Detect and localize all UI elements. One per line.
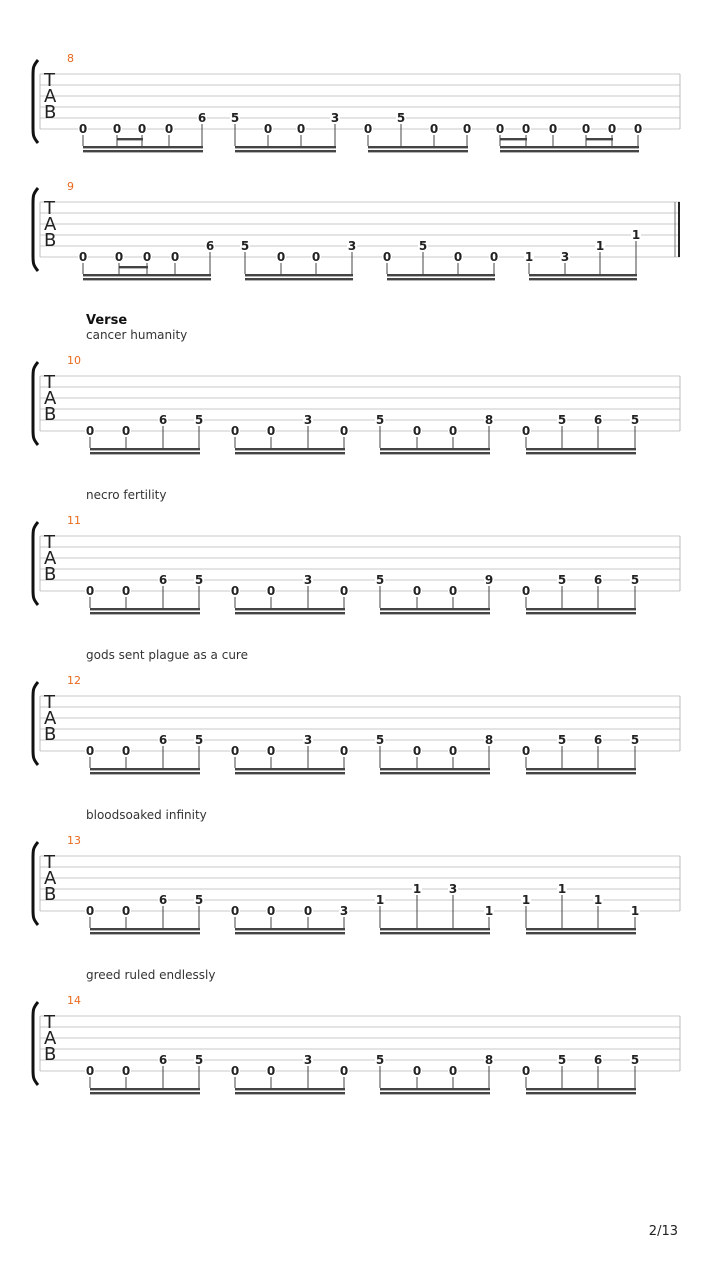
fret-number-bar-twelve-beat-3: 0: [412, 744, 422, 758]
beam-secondary: [526, 452, 636, 454]
fret-number-bar-thirteen-beat-1: 6: [158, 893, 168, 907]
beam-secondary: [90, 612, 200, 614]
beam-primary: [90, 928, 200, 930]
fret-number-bar-fourteen-beat-2: 0: [339, 1064, 349, 1078]
system-5-system-bracket: [33, 682, 38, 765]
beam-secondary: [245, 278, 353, 280]
system-5-lyric: gods sent plague as a cure: [86, 648, 248, 662]
tab-clef-letter: B: [44, 230, 57, 251]
beam-secondary: [235, 452, 345, 454]
system-1-system-bracket: [33, 60, 38, 143]
system-2-bar-number: 9: [67, 180, 74, 193]
fret-number-bar-twelve-beat-1: 6: [158, 733, 168, 747]
beam-secondary: [235, 1092, 345, 1094]
tab-clef-letter: T: [44, 70, 55, 91]
beam-primary: [245, 274, 353, 276]
tab-clef-letter: T: [44, 198, 55, 219]
beam-primary: [526, 448, 636, 450]
beam-primary: [526, 928, 636, 930]
beam-primary: [235, 608, 345, 610]
fret-number-bar-fourteen-beat-3: 0: [412, 1064, 422, 1078]
system-6-system-bracket: [33, 842, 38, 925]
tab-clef-letter: B: [44, 404, 57, 425]
fret-number-bar-ten-beat-3: 5: [375, 413, 385, 427]
system-4-system-bracket: [33, 522, 38, 605]
fret-number-bar-twelve-beat-1: 5: [194, 733, 204, 747]
fret-number-bar-fourteen-beat-3: 8: [484, 1053, 494, 1067]
fret-number-bar-eight-beat-1: 0: [78, 122, 88, 136]
beam-primary: [90, 768, 200, 770]
fret-number-bar-nine-beat-2: 5: [240, 239, 250, 253]
fret-number-bar-eleven-beat-3: 0: [448, 584, 458, 598]
beam-primary: [529, 274, 637, 276]
beam-secondary: [500, 150, 639, 152]
fret-number-bar-ten-beat-1: 0: [121, 424, 131, 438]
system-3-bar-number: 10: [67, 354, 81, 367]
fret-number-bar-eight-beat-4: 0: [521, 122, 531, 136]
fret-number-bar-eleven-beat-4: 6: [593, 573, 603, 587]
fret-number-bar-fourteen-beat-3: 5: [375, 1053, 385, 1067]
fret-number-bar-eight-beat-3: 5: [396, 111, 406, 125]
fret-number-bar-eight-beat-4: 0: [581, 122, 591, 136]
tab-clef-letter: T: [44, 852, 55, 873]
fret-number-bar-eight-beat-2: 0: [263, 122, 273, 136]
fret-number-bar-nine-beat-1: 0: [114, 250, 124, 264]
fret-number-bar-fourteen-beat-1: 5: [194, 1053, 204, 1067]
fret-number-bar-eleven-beat-1: 6: [158, 573, 168, 587]
fret-number-bar-twelve-beat-4: 5: [630, 733, 640, 747]
fret-number-bar-eleven-beat-2: 3: [303, 573, 313, 587]
beam-secondary: [526, 1092, 636, 1094]
tab-clef-letter: B: [44, 564, 57, 585]
beam-secondary: [526, 932, 636, 934]
beam-tertiary: [586, 138, 613, 140]
fret-number-bar-eight-beat-1: 0: [164, 122, 174, 136]
fret-number-bar-nine-beat-2: 0: [276, 250, 286, 264]
tab-clef-letter: A: [44, 868, 57, 889]
beam-tertiary: [500, 138, 527, 140]
beam-secondary: [380, 932, 490, 934]
tab-clef-letter: A: [44, 388, 57, 409]
fret-number-bar-eleven-beat-4: 5: [630, 573, 640, 587]
fret-number-bar-ten-beat-2: 0: [230, 424, 240, 438]
fret-number-bar-fourteen-beat-1: 0: [85, 1064, 95, 1078]
tab-clef-letter: T: [44, 1012, 55, 1033]
beam-secondary: [380, 612, 490, 614]
fret-number-bar-nine-beat-1: 0: [78, 250, 88, 264]
beam-secondary: [368, 150, 468, 152]
beam-primary: [235, 768, 345, 770]
beam-primary: [380, 608, 490, 610]
tab-clef-letter: B: [44, 102, 57, 123]
beam-secondary: [380, 452, 490, 454]
beam-primary: [387, 274, 495, 276]
fret-number-bar-twelve-beat-2: 3: [303, 733, 313, 747]
fret-number-bar-eight-beat-2: 5: [230, 111, 240, 125]
beam-secondary: [526, 612, 636, 614]
beam-primary: [90, 608, 200, 610]
system-6-bar-number: 13: [67, 834, 81, 847]
fret-number-bar-thirteen-beat-2: 0: [230, 904, 240, 918]
beam-secondary: [526, 772, 636, 774]
beam-primary: [380, 1088, 490, 1090]
system-5-bar-number: 12: [67, 674, 81, 687]
beam-secondary: [529, 278, 637, 280]
beam-primary: [235, 448, 345, 450]
page-number: 2/13: [648, 1224, 678, 1239]
beam-secondary: [90, 772, 200, 774]
tab-clef-letter: T: [44, 532, 55, 553]
fret-number-bar-nine-beat-1: 0: [170, 250, 180, 264]
fret-number-bar-eight-beat-1: 0: [112, 122, 122, 136]
fret-number-bar-eight-beat-4: 0: [495, 122, 505, 136]
fret-number-bar-thirteen-beat-4: 1: [521, 893, 531, 907]
system-4-bar-number: 11: [67, 514, 81, 527]
fret-number-bar-eleven-beat-2: 0: [339, 584, 349, 598]
fret-number-bar-eleven-beat-1: 0: [121, 584, 131, 598]
fret-number-bar-nine-beat-3: 0: [489, 250, 499, 264]
fret-number-bar-thirteen-beat-2: 0: [266, 904, 276, 918]
fret-number-bar-eleven-beat-3: 9: [484, 573, 494, 587]
beam-primary: [526, 1088, 636, 1090]
fret-number-bar-nine-beat-1: 0: [142, 250, 152, 264]
fret-number-bar-fourteen-beat-2: 0: [266, 1064, 276, 1078]
fret-number-bar-ten-beat-3: 0: [448, 424, 458, 438]
fret-number-bar-twelve-beat-4: 5: [557, 733, 567, 747]
fret-number-bar-eleven-beat-2: 0: [266, 584, 276, 598]
beam-secondary: [83, 278, 211, 280]
fret-number-bar-eight-beat-4: 0: [607, 122, 617, 136]
fret-number-bar-ten-beat-3: 0: [412, 424, 422, 438]
fret-number-bar-eleven-beat-3: 0: [412, 584, 422, 598]
system-3-lyric: cancer humanity: [86, 328, 188, 342]
system-6-lyric: bloodsoaked infinity: [86, 808, 207, 822]
fret-number-bar-twelve-beat-4: 6: [593, 733, 603, 747]
fret-number-bar-fourteen-beat-2: 0: [230, 1064, 240, 1078]
beam-secondary: [90, 932, 200, 934]
tab-clef-letter: B: [44, 884, 57, 905]
beam-primary: [380, 768, 490, 770]
beam-secondary: [90, 1092, 200, 1094]
beam-secondary: [235, 772, 345, 774]
fret-number-bar-ten-beat-3: 8: [484, 413, 494, 427]
fret-number-bar-thirteen-beat-3: 1: [412, 882, 422, 896]
system-1-bar-number: 8: [67, 52, 74, 65]
fret-number-bar-eight-beat-3: 0: [462, 122, 472, 136]
fret-number-bar-eleven-beat-4: 5: [557, 573, 567, 587]
beam-tertiary: [117, 138, 143, 140]
beam-primary: [526, 608, 636, 610]
beam-tertiary: [119, 266, 148, 268]
beam-primary: [90, 448, 200, 450]
fret-number-bar-nine-beat-4: 1: [524, 250, 534, 264]
fret-number-bar-ten-beat-4: 6: [593, 413, 603, 427]
fret-number-bar-eight-beat-2: 3: [330, 111, 340, 125]
fret-number-bar-thirteen-beat-1: 5: [194, 893, 204, 907]
beam-primary: [90, 1088, 200, 1090]
fret-number-bar-ten-beat-4: 0: [521, 424, 531, 438]
fret-number-bar-thirteen-beat-3: 1: [484, 904, 494, 918]
fret-number-bar-thirteen-beat-1: 0: [121, 904, 131, 918]
fret-number-bar-thirteen-beat-3: 1: [375, 893, 385, 907]
tab-clef-letter: A: [44, 86, 57, 107]
fret-number-bar-twelve-beat-2: 0: [266, 744, 276, 758]
fret-number-bar-eleven-beat-4: 0: [521, 584, 531, 598]
fret-number-bar-eight-beat-1: 0: [137, 122, 147, 136]
fret-number-bar-eleven-beat-2: 0: [230, 584, 240, 598]
fret-number-bar-twelve-beat-1: 0: [121, 744, 131, 758]
fret-number-bar-fourteen-beat-1: 6: [158, 1053, 168, 1067]
fret-number-bar-fourteen-beat-4: 0: [521, 1064, 531, 1078]
tab-clef-letter: A: [44, 548, 57, 569]
tab-clef-letter: B: [44, 1044, 57, 1065]
fret-number-bar-ten-beat-1: 5: [194, 413, 204, 427]
fret-number-bar-nine-beat-2: 3: [347, 239, 357, 253]
fret-number-bar-twelve-beat-2: 0: [339, 744, 349, 758]
beam-secondary: [380, 1092, 490, 1094]
system-4-lyric: necro fertility: [86, 488, 167, 502]
fret-number-bar-twelve-beat-4: 0: [521, 744, 531, 758]
fret-number-bar-twelve-beat-3: 8: [484, 733, 494, 747]
fret-number-bar-nine-beat-4: 1: [595, 239, 605, 253]
fret-number-bar-fourteen-beat-1: 0: [121, 1064, 131, 1078]
beam-secondary: [235, 932, 345, 934]
beam-primary: [368, 146, 468, 148]
tab-clef-letter: B: [44, 724, 57, 745]
fret-number-bar-thirteen-beat-3: 3: [448, 882, 458, 896]
fret-number-bar-nine-beat-3: 5: [418, 239, 428, 253]
fret-number-bar-ten-beat-2: 0: [266, 424, 276, 438]
system-7-bar-number: 14: [67, 994, 81, 1007]
beam-secondary: [235, 612, 345, 614]
fret-number-bar-twelve-beat-1: 0: [85, 744, 95, 758]
section-label: Verse: [86, 313, 128, 328]
beam-secondary: [387, 278, 495, 280]
beam-secondary: [90, 452, 200, 454]
tab-clef-letter: A: [44, 708, 57, 729]
fret-number-bar-thirteen-beat-2: 3: [339, 904, 349, 918]
tab-clef-letter: A: [44, 1028, 57, 1049]
fret-number-bar-eleven-beat-1: 5: [194, 573, 204, 587]
fret-number-bar-ten-beat-4: 5: [557, 413, 567, 427]
fret-number-bar-thirteen-beat-4: 1: [593, 893, 603, 907]
beam-primary: [83, 146, 203, 148]
fret-number-bar-eight-beat-3: 0: [429, 122, 439, 136]
beam-primary: [500, 146, 639, 148]
beam-primary: [83, 274, 211, 276]
system-7-lyric: greed ruled endlessly: [86, 968, 216, 982]
fret-number-bar-eleven-beat-3: 5: [375, 573, 385, 587]
fret-number-bar-thirteen-beat-4: 1: [630, 904, 640, 918]
beam-primary: [235, 928, 345, 930]
tab-clef-letter: T: [44, 372, 55, 393]
fret-number-bar-eight-beat-3: 0: [363, 122, 373, 136]
fret-number-bar-eight-beat-4: 0: [633, 122, 643, 136]
beam-primary: [380, 928, 490, 930]
beam-primary: [526, 768, 636, 770]
fret-number-bar-eight-beat-4: 0: [548, 122, 558, 136]
fret-number-bar-ten-beat-2: 0: [339, 424, 349, 438]
fret-number-bar-nine-beat-2: 0: [311, 250, 321, 264]
fret-number-bar-nine-beat-3: 0: [382, 250, 392, 264]
fret-number-bar-eleven-beat-1: 0: [85, 584, 95, 598]
beam-primary: [235, 1088, 345, 1090]
system-7-system-bracket: [33, 1002, 38, 1085]
beam-primary: [235, 146, 336, 148]
fret-number-bar-ten-beat-1: 6: [158, 413, 168, 427]
fret-number-bar-twelve-beat-3: 0: [448, 744, 458, 758]
beam-secondary: [235, 150, 336, 152]
beam-primary: [380, 448, 490, 450]
fret-number-bar-fourteen-beat-3: 0: [448, 1064, 458, 1078]
fret-number-bar-nine-beat-4: 1: [631, 228, 641, 242]
fret-number-bar-nine-beat-4: 3: [560, 250, 570, 264]
fret-number-bar-nine-beat-3: 0: [453, 250, 463, 264]
fret-number-bar-twelve-beat-3: 5: [375, 733, 385, 747]
fret-number-bar-thirteen-beat-2: 0: [303, 904, 313, 918]
fret-number-bar-ten-beat-2: 3: [303, 413, 313, 427]
beam-secondary: [83, 150, 203, 152]
fret-number-bar-twelve-beat-2: 0: [230, 744, 240, 758]
system-3-system-bracket: [33, 362, 38, 445]
system-2-system-bracket: [33, 188, 38, 271]
tab-clef-letter: A: [44, 214, 57, 235]
fret-number-bar-eight-beat-1: 6: [197, 111, 207, 125]
fret-number-bar-thirteen-beat-1: 0: [85, 904, 95, 918]
fret-number-bar-eight-beat-2: 0: [296, 122, 306, 136]
fret-number-bar-fourteen-beat-4: 6: [593, 1053, 603, 1067]
fret-number-bar-fourteen-beat-2: 3: [303, 1053, 313, 1067]
fret-number-bar-fourteen-beat-4: 5: [630, 1053, 640, 1067]
fret-number-bar-ten-beat-4: 5: [630, 413, 640, 427]
fret-number-bar-ten-beat-1: 0: [85, 424, 95, 438]
fret-number-bar-nine-beat-1: 6: [205, 239, 215, 253]
fret-number-bar-thirteen-beat-4: 1: [557, 882, 567, 896]
tab-clef-letter: T: [44, 692, 55, 713]
beam-secondary: [380, 772, 490, 774]
fret-number-bar-fourteen-beat-4: 5: [557, 1053, 567, 1067]
